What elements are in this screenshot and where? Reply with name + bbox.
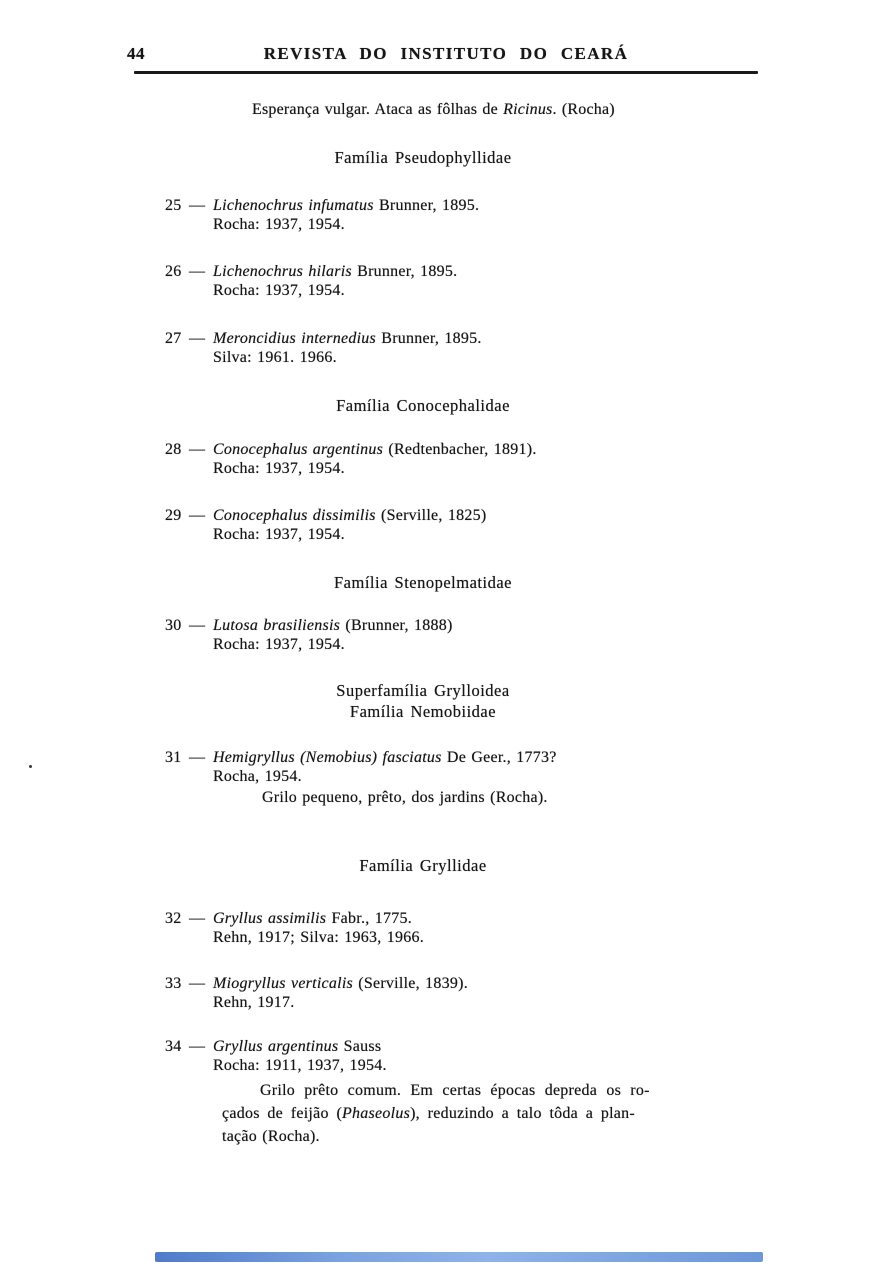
entry-number: 33 [165, 975, 182, 992]
entry-number: 32 [165, 910, 182, 927]
species-name: Conocephalus dissimilis (Serville, 1825) [213, 507, 487, 524]
family-heading-nemobiidae: Família Nemobiidae [349, 702, 497, 721]
entry-dash: — [189, 617, 206, 634]
reference-line: Rocha: 1937, 1954. [213, 216, 345, 233]
entry-dash: — [189, 507, 206, 524]
entry-number: 27 [165, 330, 182, 347]
header-rule [134, 71, 758, 74]
reference-line: Rocha: 1911, 1937, 1954. [213, 1057, 387, 1074]
entry-number: 28 [165, 441, 182, 458]
species-entry-26 [165, 262, 457, 300]
species-entry-31 [165, 748, 557, 807]
journal-title: REVISTA DO INSTITUTO DO CEARÁ [263, 44, 629, 63]
reference-line: Rehn, 1917; Silva: 1963, 1966. [213, 929, 425, 946]
entry-dash: — [189, 975, 206, 992]
species-name: Miogryllus verticalis (Serville, 1839). [213, 975, 468, 992]
description-line: çados de feijão (Phaseolus), reduzindo a talo tôda a plan- [222, 1105, 635, 1122]
reference-line: Rocha: 1937, 1954. [213, 526, 345, 543]
species-name: Gryllus assimilis Fabr., 1775. [213, 910, 412, 927]
entry-dash: — [189, 910, 206, 927]
entry-dash: — [189, 197, 206, 214]
species-name: Lichenochrus infumatus Brunner, 1895. [213, 197, 480, 214]
scan-color-bar [155, 1252, 763, 1262]
species-entry-30 [165, 616, 453, 654]
species-name: Meroncidius internedius Brunner, 1895. [213, 330, 482, 347]
species-name: Gryllus argentinus Sauss [213, 1038, 382, 1055]
entry-number: 29 [165, 507, 182, 524]
family-heading-conocephalidae: Família Conocephalidae [336, 396, 510, 415]
entry-dash: — [189, 441, 206, 458]
entry-number: 31 [165, 749, 182, 766]
entry-dash: — [189, 749, 206, 766]
scan-speck [29, 765, 32, 768]
intro-note: Esperança vulgar. Ataca as fôlhas de Ricinus. (Rocha) [252, 101, 615, 118]
reference-line: Rocha: 1937, 1954. [213, 460, 345, 477]
description-paragraph [165, 1079, 650, 1148]
species-entry-28 [165, 440, 537, 478]
entry-number: 34 [165, 1038, 182, 1055]
entry-dash: — [189, 263, 206, 280]
entry-dash: — [189, 1038, 206, 1055]
species-entry-29 [165, 506, 486, 544]
species-entry-32 [165, 909, 424, 947]
entry-number: 25 [165, 197, 182, 214]
reference-line: Rocha: 1937, 1954. [213, 636, 345, 653]
species-entry-33 [165, 974, 468, 1012]
entry-number: 26 [165, 263, 182, 280]
species-name: Hemigryllus (Nemobius) fasciatus De Geer., 1773? [213, 749, 557, 766]
reference-line: Rocha: 1937, 1954. [213, 282, 345, 299]
page-number: 44 [127, 44, 145, 63]
species-name: Conocephalus argentinus (Redtenbacher, 1891). [213, 441, 537, 458]
family-heading-pseudophyllidae: Família Pseudophyllidae [334, 148, 512, 167]
species-entry-27 [165, 329, 482, 367]
description-line: Grilo prêto comum. Em certas épocas depreda os ro- [260, 1082, 650, 1099]
vernacular-note: Grilo pequeno, prêto, dos jardins (Rocha). [262, 789, 548, 806]
reference-line: Rocha, 1954. [213, 768, 302, 785]
description-line: tação (Rocha). [222, 1128, 320, 1145]
species-entry-34 [165, 1037, 650, 1148]
reference-line: Rehn, 1917. [213, 994, 295, 1011]
entry-dash: — [189, 330, 206, 347]
species-name: Lutosa brasiliensis (Brunner, 1888) [213, 617, 453, 634]
family-heading-stenopelmatidae: Família Stenopelmatidae [333, 573, 512, 592]
species-name: Lichenochrus hilaris Brunner, 1895. [213, 263, 458, 280]
superfamily-heading-grylloidea: Superfamília Grylloidea [336, 681, 510, 700]
species-entry-25 [165, 196, 479, 234]
family-heading-gryllidae: Família Gryllidae [359, 856, 487, 875]
entry-number: 30 [165, 617, 182, 634]
reference-line: Silva: 1961. 1966. [213, 349, 337, 366]
